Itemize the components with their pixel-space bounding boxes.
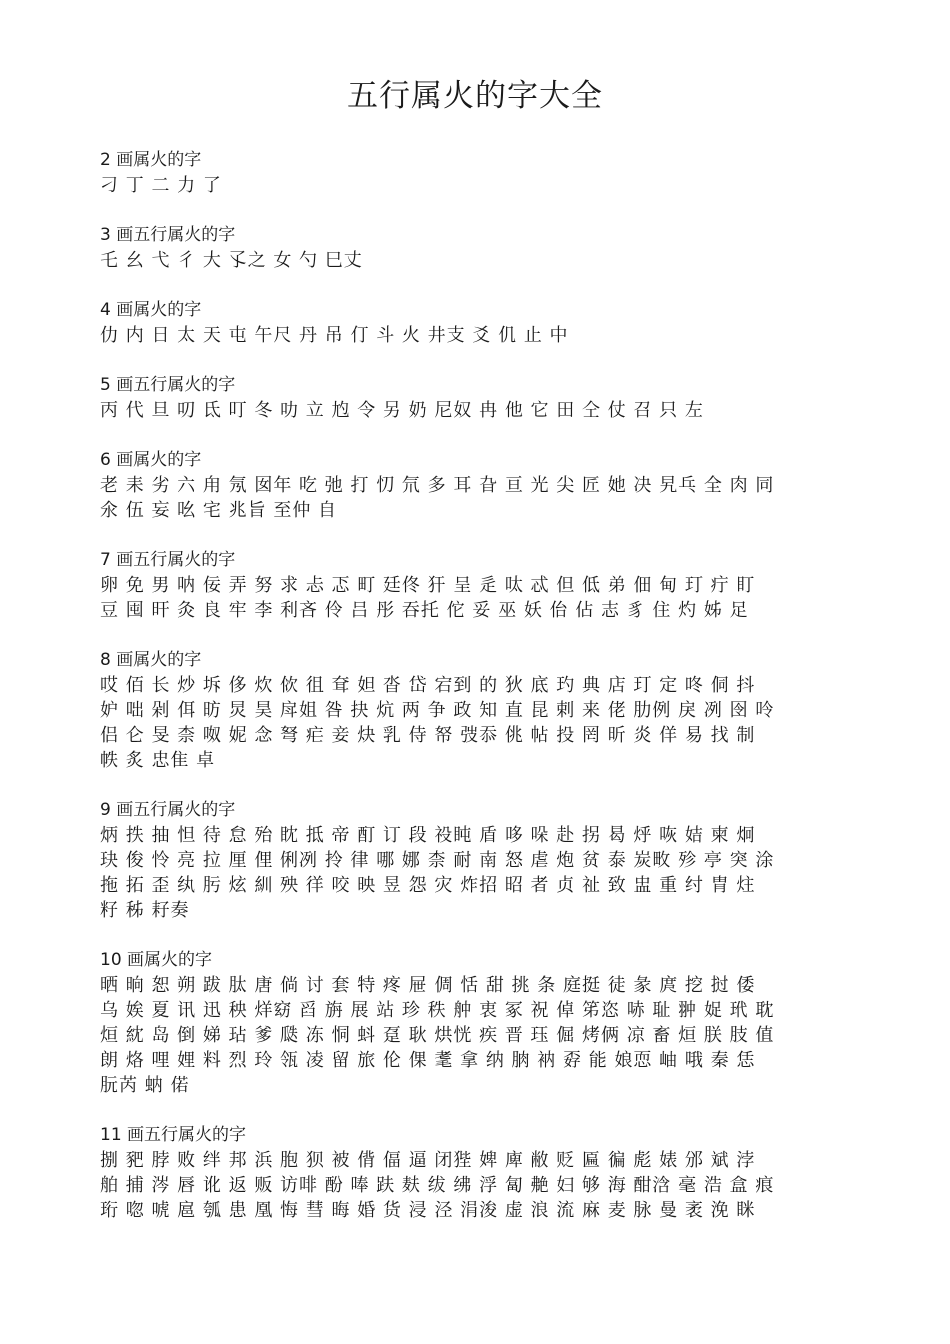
stroke-section (100, 148, 860, 198)
character-line: 哎 佰 长 炒 坼 侈 炊 佽 徂 耷 妲 沓 岱 宕到 的 狄 底 玓 典 店 玎 定 咚 侗 抖 (100, 675, 756, 696)
character-line: 烜 紞 岛 倒 娣 玷 爹 瓞 冻 恫 蚪 趸 耿 烘恍 疾 晋 珏 倔 烤俩 凉 畜 烜 朕 肢 值 (100, 1025, 775, 1046)
section-heading: 5 画五行属火的字 (100, 375, 236, 395)
character-line: 珩 唿 唬 扈 瓠 患 凰 悔 彗 晦 婚 货 浸 泾 涓浚 虚 浪 流 麻 麦 脉 曼 袤 浼 眯 (100, 1200, 756, 1221)
section-heading: 9 画五行属火的字 (100, 800, 236, 820)
character-line: 帙 炙 忠隹 卓 (100, 750, 216, 771)
character-line: 侣 仑 旻 柰 呶 妮 念 弩 疟 妾 炔 乳 侍 帑 弢忝 佻 帖 投 罔 昕 炎 佯 易 找 制 (100, 725, 756, 746)
section-heading: 8 画属火的字 (100, 650, 202, 670)
section-heading: 2 画属火的字 (100, 150, 202, 170)
stroke-section (100, 1123, 860, 1223)
stroke-section (100, 298, 860, 348)
character-line: 拖 拓 歪 纨 肟 炫 紃 殃 徉 咬 映 昱 怨 灾 炸招 昭 者 贞 祉 致 盅 重 纣 胄 炷 (100, 875, 756, 896)
character-line: 晒 晌 恕 朔 跋 肽 唐 倘 讨 套 特 疼 屉 倜 恬 甜 挑 条 庭挺 徒 彖 庹 挖 挝 倭 (100, 975, 756, 996)
character-line: 舶 捕 涔 唇 讹 返 贩 访啡 酚 唪 趺 麸 绂 绋 浮 匐 艴 妇 够 海 酣浛 毫 浩 盒 痕 (100, 1175, 775, 1196)
character-line: 朊芮 蚋 偌 (100, 1075, 190, 1096)
section-heading: 3 画五行属火的字 (100, 225, 236, 245)
character-line: 妒 咄 剁 佴 昉 炅 昊 戽姐 咎 抉 炕 两 争 政 知 直 昆 剌 来 佬 肋例 戾 冽 囹 呤 (100, 700, 775, 721)
stroke-section (100, 373, 860, 423)
stroke-section (100, 948, 860, 1098)
section-heading: 4 画属火的字 (100, 300, 202, 320)
character-line: 乇 幺 弋 彳 大 孓之 女 勺 巳丈 (100, 250, 363, 271)
stroke-section (100, 223, 860, 273)
stroke-section (100, 548, 860, 623)
character-line: 卵 免 男 呐 佞 弄 努 求 忐 忑 町 廷佟 犴 呈 辵 呔 忒 但 低 弟 佃 甸 玎 疔 盯 (100, 575, 756, 596)
character-line: 刁 丁 二 力 了 (100, 175, 222, 196)
character-line: 玦 俊 怜 亮 拉 厘 俚 俐冽 拎 律 哪 娜 柰 耐 南 怒 虐 炮 贫 泰 炭畋 殄 亭 突 涂 (100, 850, 775, 871)
character-line: 豆 囤 旰 灸 良 牢 李 利吝 伶 吕 彤 吞托 佗 妥 巫 妖 佁 佔 志 豸 住 灼 姊 足 (100, 600, 749, 621)
character-line: 氽 伍 妄 吆 宅 兆旨 至仲 自 (100, 500, 338, 521)
section-heading: 7 画五行属火的字 (100, 550, 236, 570)
character-line: 炳 抶 抽 怛 待 怠 殆 眈 抵 帝 酊 订 段 祋盹 盾 哆 哚 赴 拐 曷 烀 咴 姞 柬 炯 (100, 825, 756, 846)
stroke-sections (100, 148, 860, 1248)
document-title: 五行属火的字大全 (347, 78, 603, 114)
section-heading: 6 画属火的字 (100, 450, 202, 470)
character-line: 籽 秭 耔奏 (100, 900, 190, 921)
section-heading: 10 画属火的字 (100, 950, 213, 970)
character-line: 老 耒 劣 六 甪 氖 囡年 吃 弛 打 忉 氘 多 耳 旮 亘 光 尖 匠 她 决 旯乓 全 肉 同 (100, 475, 775, 496)
character-line: 捌 豝 脖 败 绊 邦 浜 胞 狈 被 偝 偪 逼 闭狴 婢 庳 敝 贬 匾 徧 彪 婊 邠 斌 浡 (100, 1150, 756, 1171)
character-line: 丙 代 旦 叨 氐 叮 冬 叻 立 尥 令 另 奶 尼奴 冉 他 它 田 仝 仗 召 只 左 (100, 400, 704, 421)
stroke-section (100, 448, 860, 523)
stroke-section (100, 798, 860, 923)
character-line: 乌 娭 夏 讯 迅 秧 烊窈 舀 旃 展 站 珍 秩 舯 衷 冢 祝 倬 笫恣 哧 耻 翀 娖 玳 耽 (100, 1000, 775, 1021)
character-line: 朗 烙 哩 娌 料 烈 玲 瓴 凌 留 旅 伦 倮 耄 拿 纳 朒 衲 孬 能 娘恧 岫 哦 秦 恁 (100, 1050, 756, 1071)
section-heading: 11 画五行属火的字 (100, 1125, 247, 1145)
character-line: 仂 内 日 太 天 屯 午尺 丹 吊 仃 斗 火 井支 爻 仉 止 中 (100, 325, 569, 346)
stroke-section (100, 648, 860, 773)
